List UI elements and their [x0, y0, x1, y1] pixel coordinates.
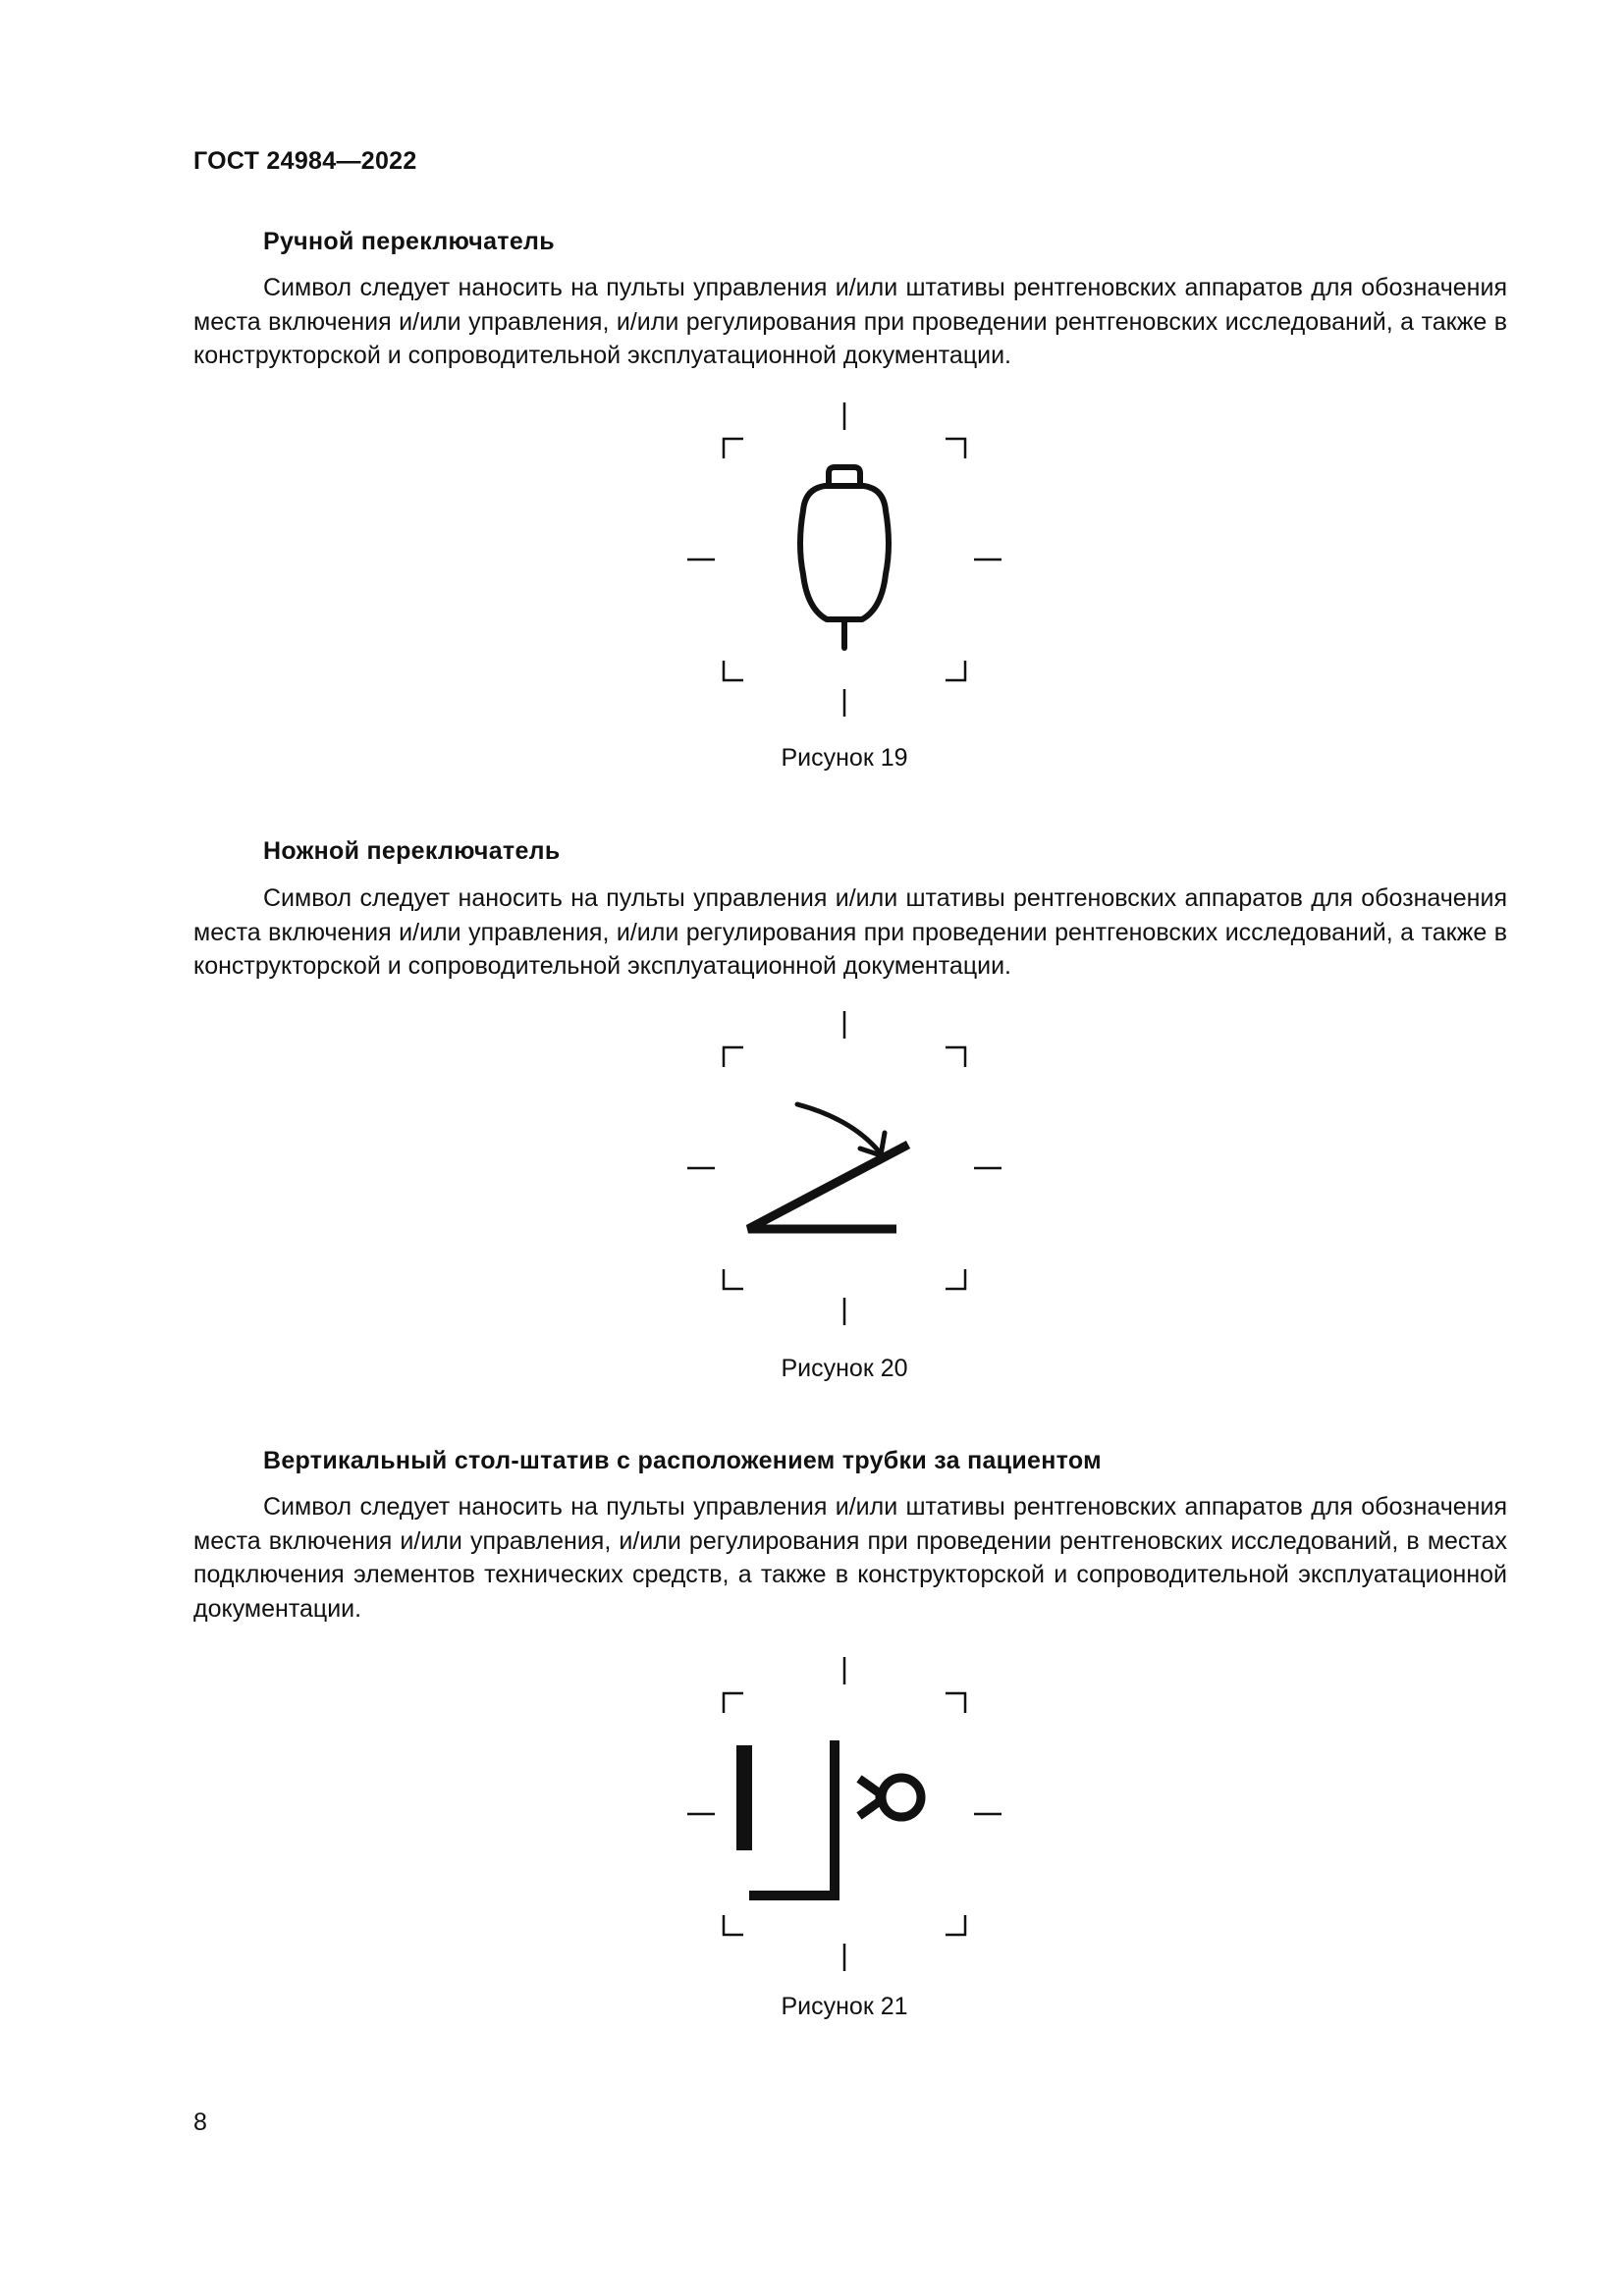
- section-heading-vertical-table: Вертикальный стол-штатив с расположением трубки за пациентом: [263, 1447, 1102, 1474]
- figure-frame-marks: [687, 402, 1001, 717]
- page-number: 8: [193, 2109, 207, 2136]
- vertical-table-tube-behind-patient-icon: [687, 1657, 1001, 1971]
- vertical-table-symbol: [736, 1740, 921, 1896]
- hand-switch-icon: [687, 402, 1001, 717]
- section-paragraph-foot-switch: Символ следует наносить на пульты управления и/или штативы рентгеновских аппаратов для обозначения места включения и/или управления, и/или регулирования при проведении рентгеновских исследований, а также в конструкторской и сопроводительной эксплуатационной документации.: [193, 884, 1507, 980]
- section-heading-foot-switch: Ножной переключатель: [263, 837, 561, 865]
- figure-19: [687, 402, 1001, 717]
- foot-switch-symbol: [748, 1104, 908, 1229]
- figure-21: [687, 1657, 1001, 1971]
- document-header: ГОСТ 24984—2022: [193, 147, 417, 175]
- section-paragraph-hand-switch: Символ следует наносить на пульты управления и/или штативы рентгеновских аппаратов для обозначения места включения и/или управления, и/или регулирования при проведении рентгеновских исследований, а также в конструкторской и сопроводительной эксплуатационной документации.: [193, 274, 1507, 369]
- figure-21-caption: Рисунок 21: [781, 1993, 908, 2020]
- hand-switch-symbol: [800, 467, 889, 648]
- figure-20: [687, 1011, 1001, 1325]
- figure-20-caption: Рисунок 20: [781, 1355, 908, 1382]
- section-paragraph-vertical-table: Символ следует наносить на пульты управления и/или штативы рентгеновских аппаратов для обозначения места включения и/или управления, и/или регулирования при проведении рентгеновских исследований, в местах подключения элементов технических средств, а также в конструкторской и сопроводительной эксплуатационной документации.: [193, 1493, 1507, 1623]
- section-heading-hand-switch: Ручной переключатель: [263, 228, 555, 255]
- foot-switch-icon: [687, 1011, 1001, 1325]
- figure-frame-marks: [687, 1011, 1001, 1325]
- figure-19-caption: Рисунок 19: [781, 744, 908, 772]
- figure-frame-marks: [687, 1657, 1001, 1971]
